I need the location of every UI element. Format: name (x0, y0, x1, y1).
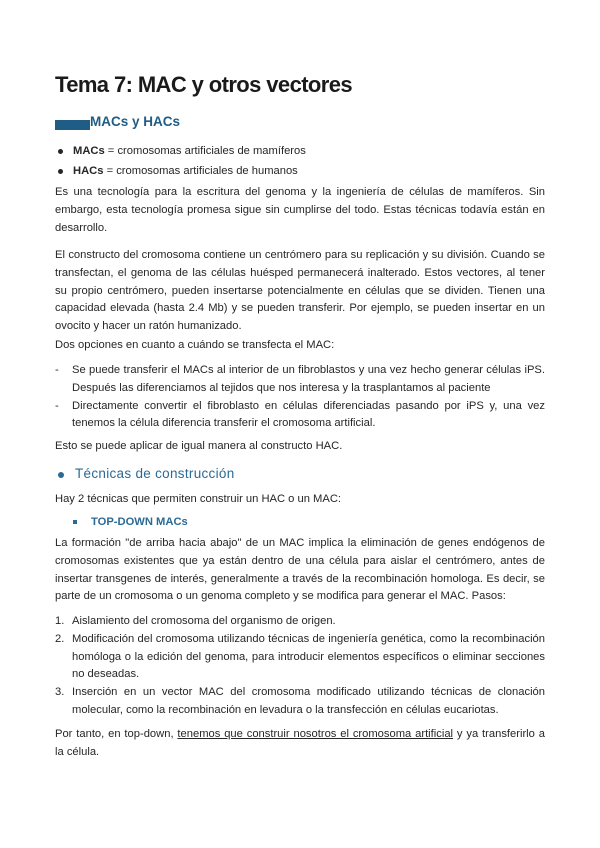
paragraph-hac-note: Esto se puede aplicar de igual manera al constructo HAC. (55, 440, 343, 452)
list-item (55, 631, 545, 684)
page-title: Tema 7: MAC y otros vectores (55, 72, 353, 97)
bullet-icon (58, 472, 64, 478)
step-text: Aislamiento del cromosoma del organismo de origen. (72, 615, 336, 627)
option-text: Directamente convertir el fibroblasto en células diferenciadas pasando por iPS y, una vez tenemos la célula diferencia transferir el cromosoma artificial. (72, 399, 545, 430)
list-item (55, 161, 306, 181)
steps-list (55, 613, 545, 720)
heading-accent-bar (55, 120, 90, 130)
step-number: 3. (55, 686, 65, 699)
bullet-icon (58, 169, 63, 174)
subheading-top-down (91, 516, 188, 528)
options-list (55, 362, 545, 433)
paragraph-options-lead: Dos opciones en cuanto a cuándo se transfecta el MAC: (55, 339, 335, 351)
list-item (55, 141, 306, 161)
step-text: Modificación del cromosoma utilizando técnicas de ingeniería genética, como la recombinación homóloga o la edición del genoma, para introducir elementos específicos o eliminar secciones no deseadas. (72, 632, 545, 681)
paragraph-construct: El constructo del cromosoma contiene un centrómero para su replicación y su división. Cuando se transfectan, el genoma de las células huésped permanecerá inalterado. Estos vectores, al tener su propio centrómero, pueden insertarse potencialmente en células que se dividen. Tienen una capacidad elevada (hasta 2.4 Mb) y se pueden transferir. Por ejemplo, se pueden insertar en un ovocito y hacer un ratón humanizado. (55, 249, 545, 333)
step-text: Inserción en un vector MAC del cromosoma modificado utilizando técnicas de clonación molecular, como la recombinación en levadura o la transfección en células eucariotas. (72, 686, 545, 716)
dash-marker: - (55, 364, 59, 376)
option-text: Se puede transferir el MACs al interior de un fibroblastos y una vez hecho generar células iPS. Después las diferenciamos al tejidos que nos interesa y la trasplantamos al paciente (72, 364, 545, 394)
subheading-text: TOP-DOWN MACs (91, 516, 188, 528)
paragraph-conclusion (55, 726, 545, 762)
section-heading-text: Técnicas de construcción (75, 466, 235, 481)
list-item (55, 398, 545, 434)
conclusion-tail: y ya transferirlo a la célula. (55, 728, 545, 758)
list-item (55, 362, 545, 398)
paragraph-top-down: La formación "de arriba hacia abajo" de un MAC implica la eliminación de genes endógenos de cromosomas existentes que ya están dentro de una célula para aislar el centrómero, antes de insertar transgenes de interés, generalmente a través de la recombinación homologa. Es decir, se parte de un cromosoma o un genoma completo y se modifica para generar el MAC. Pasos: (55, 537, 545, 603)
term-definition: = cromosomas artificiales de humanos (103, 165, 298, 177)
paragraph-techniques-intro: Hay 2 técnicas que permiten construir un HAC o un MAC: (55, 493, 342, 505)
list-item (55, 613, 545, 631)
section-heading-tecnicas (75, 466, 235, 481)
term-hacs: HACs (73, 165, 104, 177)
dash-marker: - (55, 399, 59, 412)
step-number: 1. (55, 615, 65, 627)
definition-list (55, 141, 306, 181)
conclusion-underlined: tenemos que construir nosotros el cromosoma artificial (177, 728, 454, 740)
conclusion-lead: Por tanto, en top-down, (55, 728, 178, 740)
term-macs: MACs (73, 145, 105, 157)
paragraph-intro: Es una tecnología para la escritura del genoma y la ingeniería de células de mamíferos. Sin embargo, esta tecnología promesa sigue sin cumplirse del todo. Estas técnicas todavía están en desarrollo. (55, 186, 545, 234)
term-definition: = cromosomas artificiales de mamíferos (104, 145, 306, 157)
list-item (55, 684, 545, 720)
square-bullet-icon (73, 520, 77, 524)
bullet-icon (58, 149, 63, 154)
step-number: 2. (55, 632, 65, 645)
section-heading-text: MACs y HACs (90, 114, 181, 129)
